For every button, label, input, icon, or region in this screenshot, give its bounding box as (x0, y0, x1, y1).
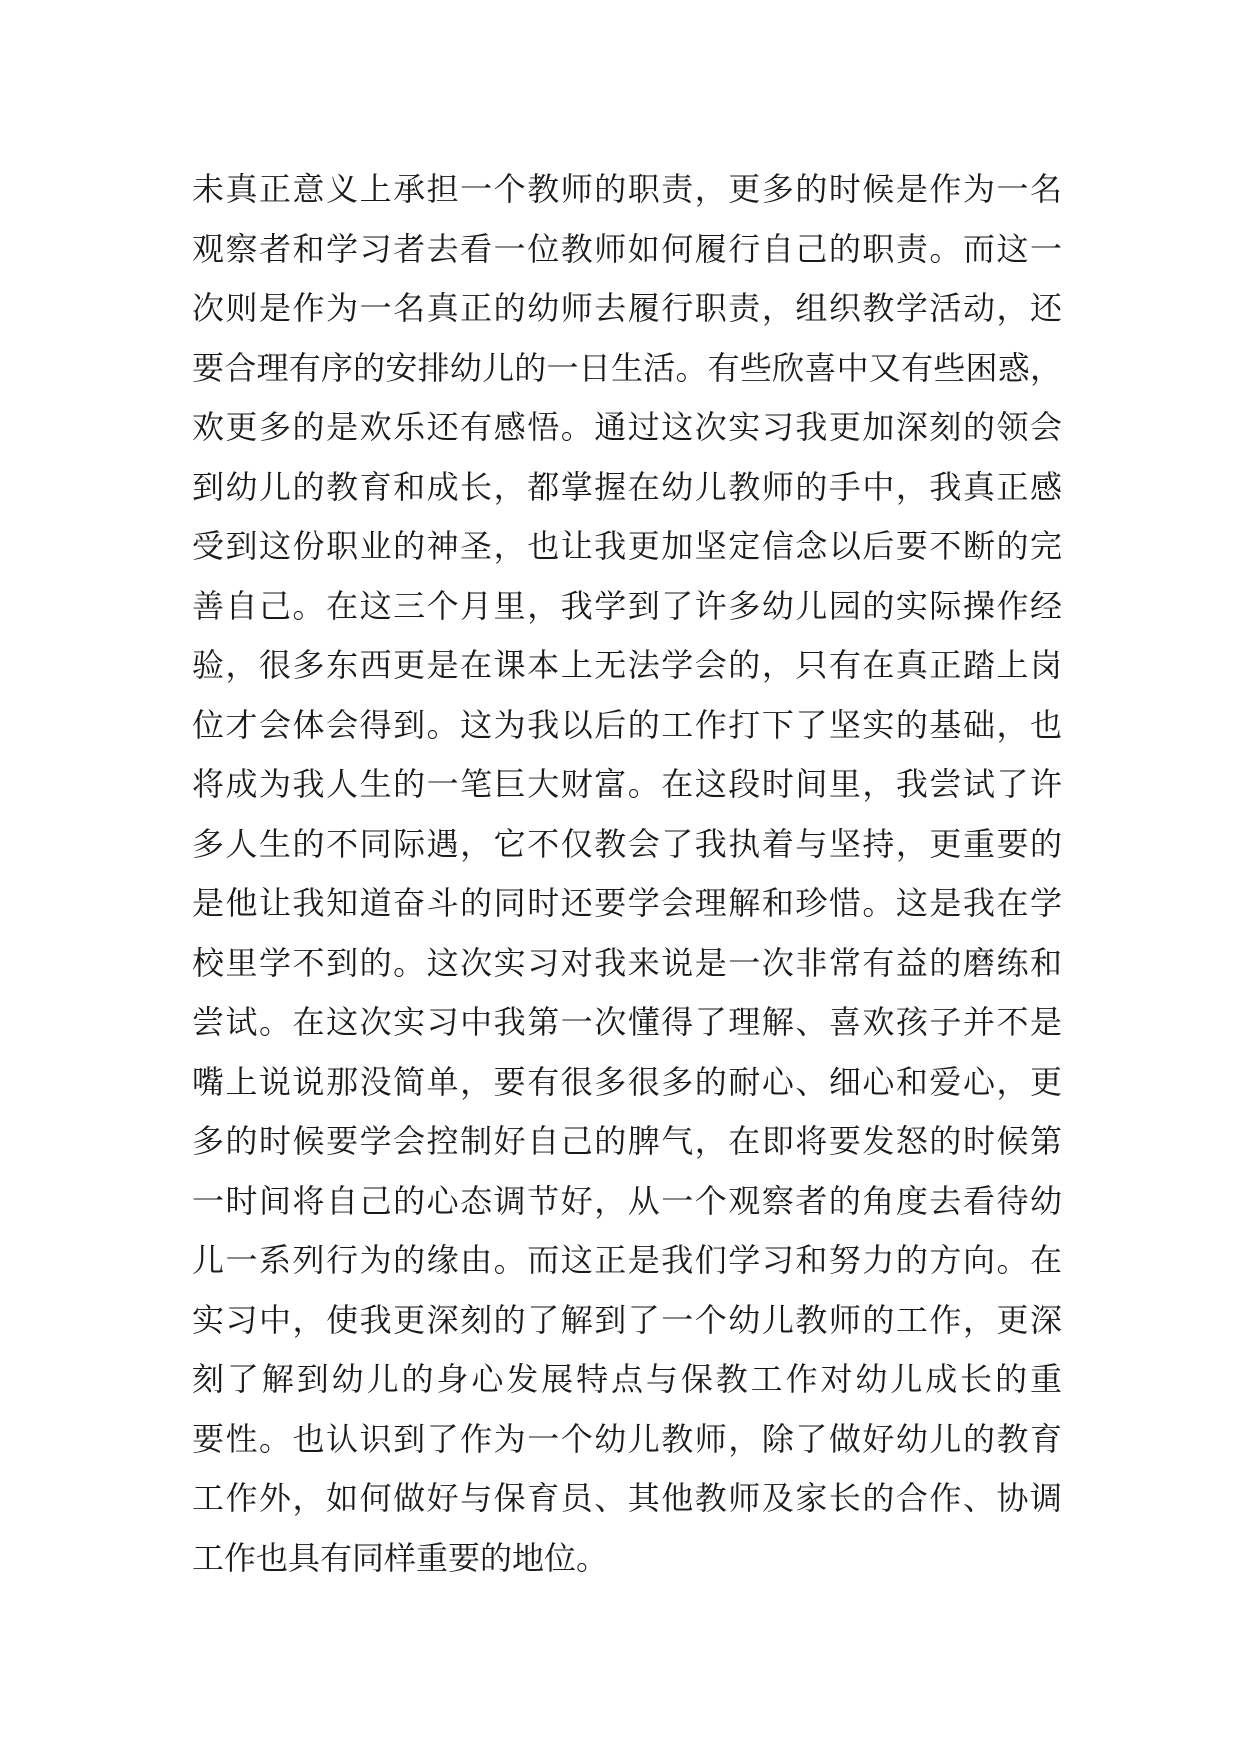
text-line-17: 多的时候要学会控制好自己的脾气，在即将要发怒的时候第 (192, 1122, 1062, 1160)
text-line-12: 多人生的不同际遇，它不仅教会了我执着与坚持，更重要的 (192, 824, 1062, 863)
text-line-13: 是他让我知道奋斗的同时还要学会理解和珍惜。这是我在学 (192, 884, 1062, 922)
text-line-8: 善自己。在这三个月里，我学到了许多幼儿园的实际操作经 (192, 586, 1062, 625)
text-line-19: 儿一系列行为的缘由。而这正是我们学习和努力的方向。在 (192, 1241, 1062, 1279)
text-line-20: 实习中，使我更深刻的了解到了一个幼儿教师的工作，更深 (192, 1300, 1062, 1339)
body-paragraph (192, 160, 1062, 1588)
text-line-4: 要合理有序的安排幼儿的一日生活。有些欣喜中又有些困惑， (192, 348, 1062, 387)
text-line-11: 将成为我人生的一笔巨大财富。在这段时间里，我尝试了许 (192, 765, 1062, 803)
text-line-2: 观察者和学习者去看一位教师如何履行自己的职责。而这一 (192, 229, 1062, 268)
text-line-7: 受到这份职业的神圣，也让我更加坚定信念以后要不断的完 (192, 527, 1062, 565)
text-line-24: 工作也具有同样重要的地位。 (192, 1538, 609, 1577)
text-line-16: 嘴上说说那没简单，要有很多很多的耐心、细心和爱心，更 (192, 1062, 1062, 1101)
text-line-15: 尝试。在这次实习中我第一次懂得了理解、喜欢孩子并不是 (192, 1003, 1062, 1041)
text-line-21: 刻了解到幼儿的身心发展特点与保教工作对幼儿成长的重 (192, 1360, 1062, 1398)
text-line-22: 要性。也认识到了作为一个幼儿教师，除了做好幼儿的教育 (192, 1419, 1062, 1458)
text-line-14: 校里学不到的。这次实习对我来说是一次非常有益的磨练和 (192, 943, 1062, 982)
text-line-6: 到幼儿的教育和成长，都掌握在幼儿教师的手中，我真正感 (192, 467, 1062, 506)
text-line-5: 欢更多的是欢乐还有感悟。通过这次实习我更加深刻的领会 (192, 408, 1062, 446)
text-line-10: 位才会体会得到。这为我以后的工作打下了坚实的基础，也 (192, 705, 1062, 744)
text-line-23: 工作外，如何做好与保育员、其他教师及家长的合作、协调 (192, 1479, 1062, 1517)
text-line-1: 未真正意义上承担一个教师的职责，更多的时候是作为一名 (192, 170, 1062, 208)
text-line-9: 验，很多东西更是在课本上无法学会的，只有在真正踏上岗 (192, 646, 1062, 684)
text-line-18: 一时间将自己的心态调节好，从一个观察者的角度去看待幼 (192, 1181, 1062, 1220)
text-line-3: 次则是作为一名真正的幼师去履行职责，组织教学活动，还 (192, 289, 1062, 327)
